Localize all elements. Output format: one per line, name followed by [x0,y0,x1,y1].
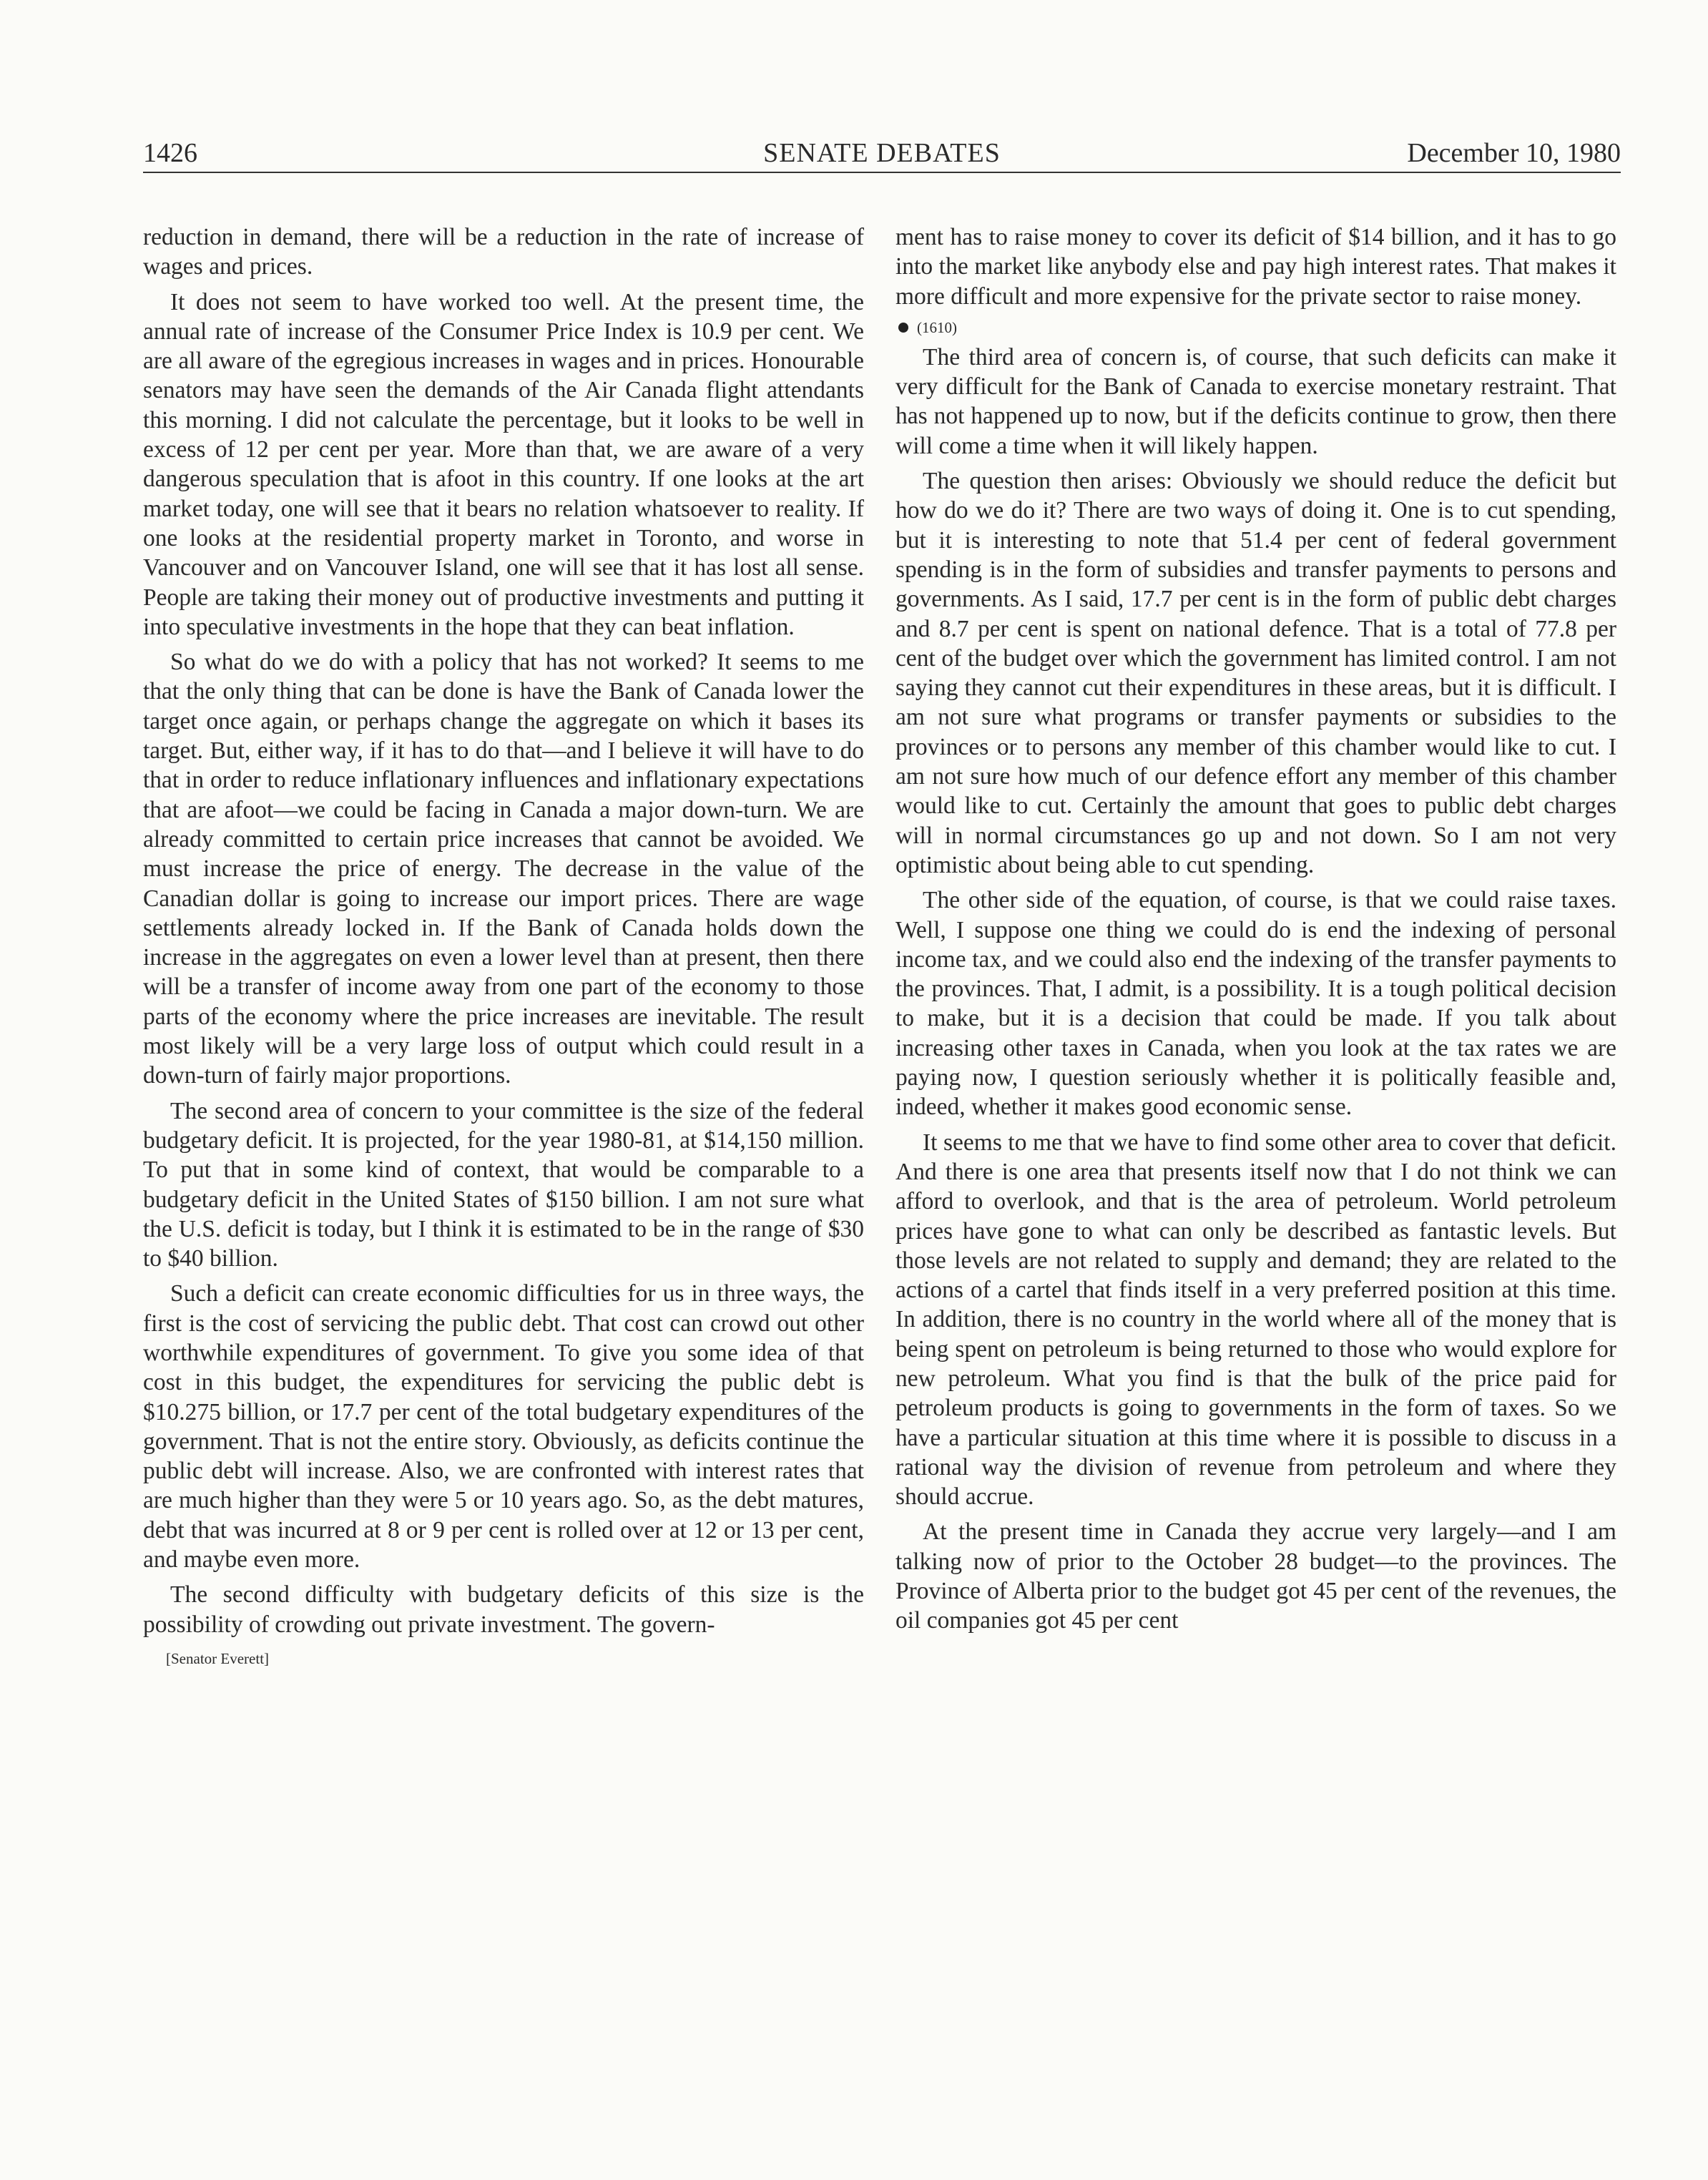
time-marker-text: (1610) [917,318,957,336]
paragraph: The third area of concern is, of course, that such deficits can make it very difficult for the Bank of Canada to exercise monetary restraint. That has not happened up to now, but if the deficits continue to grow, then there will come a time when it will likely happen. [895,343,1616,459]
left-column [143,222,864,1669]
paragraph: The second area of concern to your committee is the size of the federal budgetary deficit. It is projected, for the year 1980-81, at $14,150 million. To put that in some kind of context, that would be comparable to a budgetary deficit in the United States of $150 billion. I am not sure what the U.S. deficit is today, but I think it is estimated to be in the range of $30 to $40 billion. [143,1097,864,1272]
page-number: 1426 [143,138,197,168]
publication-title: SENATE DEBATES [763,138,1001,168]
paragraph: Such a deficit can create economic difficulties for us in three ways, the first is the cost of servicing the public debt. That cost can crowd out other worthwhile expenditures of government. To give you some idea of that cost in this budget, the expenditures for servicing the public debt is $10.275 billion, or 17.7 per cent of the total budgetary expenditures of the government. That is not the entire story. Obviously, as deficits continue the public debt will increase. Also, we are confronted with interest rates that are much higher than they were 5 or 10 years ago. So, as the debt matures, debt that was incurred at 8 or 9 per cent is rolled over at 12 or 13 per cent, and maybe even more. [143,1280,864,1573]
paragraph: ment has to raise money to cover its deficit of $14 billion, and it has to go into the market like anybody else and pay high interest rates. That makes it more difficult and more expensive for the private sector to raise money. [895,224,1616,310]
paragraph: reduction in demand, there will be a reduction in the rate of increase of wages and prices. [143,224,864,280]
header-date: December 10, 1980 [1407,138,1621,168]
speaker-note: [Senator Everett] [166,1649,270,1667]
paragraph: At the present time in Canada they accrue very largely—and I am talking now of prior to the October 28 budget—to the provinces. The Province of Alberta prior to the budget got 45 per cent of the revenues, the oil companies got 45 per cent [895,1518,1616,1634]
paragraph: The second difficulty with budgetary deficits of this size is the possibility of crowding out private investment. The govern- [143,1581,864,1638]
paragraph: It seems to me that we have to find some other area to cover that deficit. And there is one area that presents itself now that I do not think we can afford to overlook, and that is the area of petroleum. World petroleum prices have gone to what can only be described as fantastic levels. But those levels are not related to supply and demand; they are related to the actions of a cartel that finds itself in a very preferred position at this time. In addition, there is no country in the world where all of the money that is being spent on petroleum is being returned to those who would explore for new petroleum. What you find is that the bulk of the price paid for petroleum products is going to governments in the form of taxes. So we have a particular situation at this time where it is possible to discuss in a rational way the division of revenue from petroleum and where they should accrue. [895,1129,1616,1511]
paragraph: It does not seem to have worked too well. At the present time, the annual rate of increase of the Consumer Price Index is 10.9 per cent. We are all aware of the egregious increases in wages and in prices. Honourable senators may have seen the demands of the Air Canada flight attendants this morning. I did not calculate the percentage, but it looks to be well in excess of 12 per cent per year. More than that, we are aware of a very dangerous speculation that is afoot in this country. If one looks at the art market today, one will see that it bears no relation whatsoever to reality. If one looks at the residential property market in Toronto, and worse in Vancouver and on Vancouver Island, one will see that it has lost all sense. People are taking their money out of productive investments and putting it into speculative investments in the hope that they can beat inflation. [143,288,864,640]
page-header [143,134,1621,173]
paragraph: The question then arises: Obviously we should reduce the deficit but how do we do it? There are two ways of doing it. One is to cut spending, but it is interesting to note that 51.4 per cent of federal government spending is in the form of subsidies and transfer payments to persons and governments. As I said, 17.7 per cent is in the form of public debt charges and 8.7 per cent is spent on national defence. That is a total of 77.8 per cent of the budget over which the government has limited control. I am not saying they cannot cut their expenditures in these areas, but it is difficult. I am not sure what programs or transfer payments or subsidies to the provinces or to persons any member of this chamber would like to cut. I am not sure how much of our defence effort any member of this chamber would like to cut. Certainly the amount that goes to public debt charges will in normal circumstances go up and not down. So I am not very optimistic about being able to cut spending. [895,468,1616,878]
right-column [895,222,1616,1641]
paragraph: So what do we do with a policy that has not worked? It seems to me that the only thing that can be done is have the Bank of Canada lower the target once again, or perhaps change the aggregate on which it bases its target. But, either way, if it has to do that—and I believe it will have to do that in order to reduce inflationary influences and inflationary expectations that are afoot—we could be facing in Canada a major down-turn. We are already committed to certain price increases that cannot be avoided. We must increase the price of energy. The decrease in the value of the Canadian dollar is going to increase our import prices. There are wage settlements already locked in. If the Bank of Canada holds down the increase in the aggregates on even a lower level than at present, then there will be a transfer of income away from one part of the economy to those parts of the economy where the price increases are inevitable. The result most likely will be a very large loss of output which could result in a down-turn of fairly major proportions. [143,649,864,1089]
paragraph: The other side of the equation, of course, is that we could raise taxes. Well, I suppose one thing we could do is end the indexing of personal income tax, and we could also end the indexing of the transfer payments to the provinces. That, I admit, is a possibility. It is a tough political decision to make, but it is a decision that could be made. If you talk about increasing other taxes in Canada, when you look at the tax rates we are paying now, I question seriously whether it is politically feasible and, indeed, whether it makes good economic sense. [895,887,1616,1121]
time-marker [898,317,1616,338]
bullet-icon [898,323,908,333]
